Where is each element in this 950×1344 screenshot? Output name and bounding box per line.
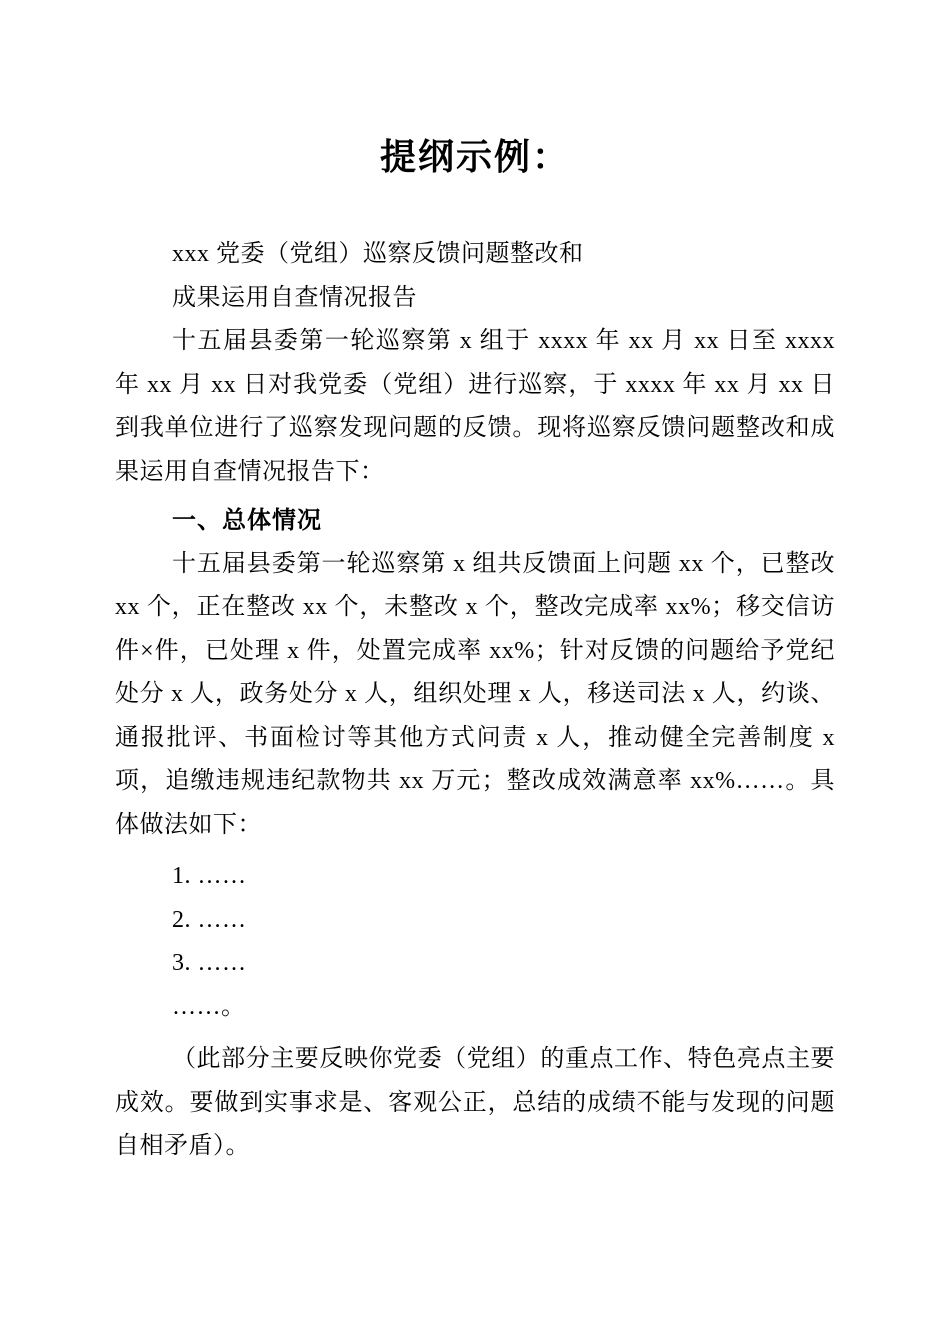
document-body [115,233,835,1169]
report-subtitle-line-2: 成果运用自查情况报告 [172,284,417,311]
placeholder-list [115,855,835,1029]
list-item-1: 1. …… [172,863,247,889]
report-subtitle-line-1: xxx 党委（党组）巡察反馈问题整改和 [172,241,584,267]
list-item-3: 3. …… [172,950,247,976]
section-1-heading: 一、总体情况 [172,507,322,534]
page-title: 提纲示例： [379,137,570,177]
list-item-ellipsis: ……。 [172,993,246,1020]
section-1-note-paragraph: （此部分主要反映你党委（党组）的重点工作、特色亮点主要成效。要做到实事求是、客观公正，总结的成绩不能与发现的问题自相矛盾）。 [115,1046,835,1159]
list-item-2: 2. …… [172,906,247,933]
section-1-body-paragraph: 十五届县委第一轮巡察第 x 组共反馈面上问题 xx 个，已整改 xx 个，正在整改 xx 个，未整改 x 个，整改完成率 xx%；移交信访件×件，已处理 x 件，处置完成率 xx%；针对反馈的问题给予党纪处分 x 人，政务处分 x 人，组织处理 x 人，移送司法 x 人，约谈、通报批评、书面检讨等其他方式问责 x 人，推动健全完善制度 x 项，追缴违规违纪款物共 xx 万元；整改成效满意率 xx%……。具体做法如下： [115,550,835,838]
intro-paragraph: 十五届县委第一轮巡察第 x 组于 xxxx 年 xx 月 xx 日至 xxxx 年 xx 月 xx 日对我党委（党组）进行巡察，于 xxxx 年 xx 月 xx 日到我单位进行了巡察发现问题的反馈。现将巡察反馈问题整改和成果运用自查情况报告下： [115,328,835,485]
